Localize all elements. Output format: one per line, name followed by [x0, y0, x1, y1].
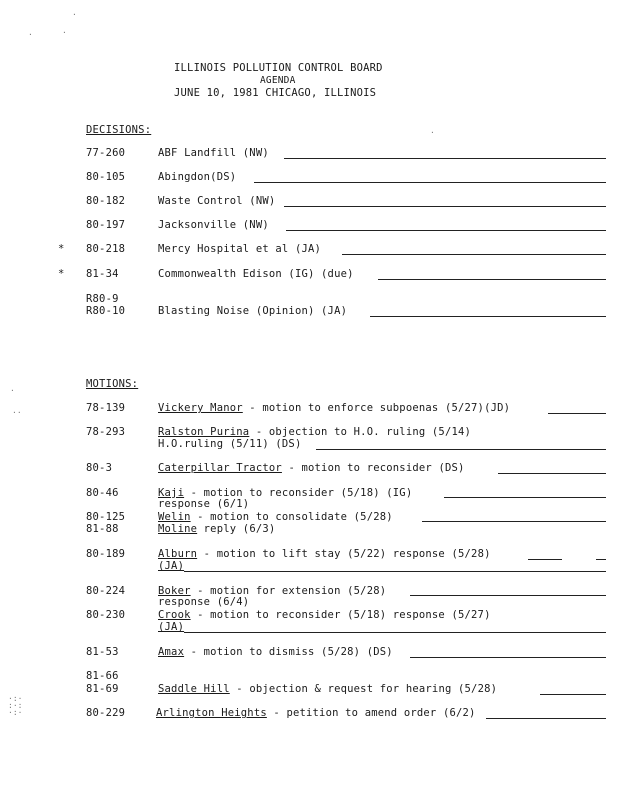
- decision-number: 80-218: [86, 243, 126, 255]
- motion-number: 81-53: [86, 646, 119, 658]
- signature-line: [422, 521, 606, 522]
- signature-line: [184, 571, 606, 572]
- signature-line: [548, 413, 606, 414]
- scan-speck: ·:· :·: ·:·: [8, 694, 23, 717]
- motion-text: [158, 462, 465, 474]
- motion-party: Amax: [158, 646, 185, 658]
- priority-star: *: [58, 268, 65, 280]
- motion-detail-line2: (JA): [158, 621, 185, 633]
- motions-heading: MOTIONS:: [86, 378, 139, 390]
- signature-line: [316, 449, 606, 450]
- signature-line: [378, 279, 606, 280]
- decision-text: Jacksonville (NW): [158, 219, 269, 231]
- motion-detail: - petition to amend order (6/2): [266, 707, 476, 719]
- motion-detail: - motion for extension (5/28): [190, 585, 387, 597]
- decision-text: Abingdon(DS): [158, 171, 237, 183]
- motion-text: [158, 426, 471, 438]
- decision-text: Commonwealth Edison (IG) (due): [158, 268, 354, 280]
- motion-detail: reply (6/3): [197, 523, 276, 535]
- motion-detail: - motion to reconsider (5/18) (IG): [184, 487, 413, 499]
- motion-detail-line2: H.O.ruling (5/11) (DS): [158, 438, 302, 450]
- motion-text: [158, 646, 393, 658]
- motion-detail: - motion to dismiss (5/28) (DS): [184, 646, 393, 658]
- priority-star: *: [58, 243, 65, 255]
- motion-party: Moline: [158, 523, 198, 535]
- signature-line: [370, 316, 606, 317]
- signature-line: [284, 158, 606, 159]
- motion-party: Alburn: [158, 548, 198, 560]
- scan-speck: ·: [62, 28, 67, 37]
- motion-party: Saddle Hill: [158, 683, 230, 695]
- decision-number: 80-197: [86, 219, 126, 231]
- motion-detail: - motion to reconsider (DS): [281, 462, 465, 474]
- motion-number: 80-229: [86, 707, 126, 719]
- decision-number: R80-9: [86, 293, 119, 305]
- motion-text: [158, 683, 497, 695]
- motion-number: 80-224: [86, 585, 126, 597]
- motion-number: 78-139: [86, 402, 126, 414]
- scan-speck: ··: [12, 408, 22, 417]
- decision-text: Mercy Hospital et al (JA): [158, 243, 322, 255]
- motion-party: Arlington Heights: [156, 707, 267, 719]
- motion-number: 81-66: [86, 670, 119, 682]
- motion-number: 80-189: [86, 548, 126, 560]
- motion-detail: - motion to reconsider (5/18) response (5/27): [190, 609, 491, 621]
- motion-text: [158, 609, 491, 621]
- decision-number: 80-182: [86, 195, 126, 207]
- motion-party: Welin: [158, 511, 191, 523]
- motion-detail: - motion to consolidate (5/28): [190, 511, 393, 523]
- scan-speck: ·: [430, 128, 435, 137]
- signature-line: [498, 473, 606, 474]
- signature-line: [410, 595, 606, 596]
- signature-line: [540, 694, 606, 695]
- motion-party: Ralston Purina: [158, 426, 250, 438]
- decision-number: 81-34: [86, 268, 119, 280]
- signature-line: [486, 718, 606, 719]
- scan-speck: ·: [28, 30, 33, 39]
- motion-party: Caterpillar Tractor: [158, 462, 282, 474]
- motion-text: [158, 523, 275, 535]
- signature-line: [284, 206, 606, 207]
- motion-party: Vickery Manor: [158, 402, 243, 414]
- motion-number: 80-230: [86, 609, 126, 621]
- header-subtitle: AGENDA: [260, 75, 296, 86]
- decisions-heading: DECISIONS:: [86, 124, 152, 136]
- motion-number: 81-69: [86, 683, 119, 695]
- scan-speck: ·: [10, 386, 15, 395]
- decision-number: R80-10: [86, 305, 126, 317]
- signature-line: [596, 559, 606, 560]
- motion-detail: - motion to lift stay (5/22) response (5/28): [197, 548, 491, 560]
- motion-party: Kaji: [158, 487, 185, 499]
- signature-line: [254, 182, 606, 183]
- motion-party: Crook: [158, 609, 191, 621]
- signature-line: [410, 657, 606, 658]
- signature-line: [528, 559, 562, 560]
- decision-number: 80-105: [86, 171, 126, 183]
- signature-line: [184, 632, 606, 633]
- motion-number: 81-88: [86, 523, 119, 535]
- decision-text: Waste Control (NW): [158, 195, 276, 207]
- motion-party: Boker: [158, 585, 191, 597]
- signature-line: [444, 497, 606, 498]
- motion-detail: - motion to enforce subpoenas (5/27)(JD): [242, 402, 511, 414]
- motion-text: [156, 707, 476, 719]
- motion-text: [158, 511, 393, 523]
- decision-text: ABF Landfill (NW): [158, 147, 269, 159]
- motion-number: 80-3: [86, 462, 113, 474]
- motion-detail: - objection to H.O. ruling (5/14): [249, 426, 472, 438]
- motion-number: 80-46: [86, 487, 119, 499]
- decision-number: 77-260: [86, 147, 126, 159]
- motion-number: 80-125: [86, 511, 126, 523]
- motion-number: 78-293: [86, 426, 126, 438]
- motion-detail-line2: response (6/1): [158, 498, 250, 510]
- signature-line: [286, 230, 606, 231]
- header-date: JUNE 10, 1981 CHICAGO, ILLINOIS: [174, 87, 377, 99]
- decision-text: Blasting Noise (Opinion) (JA): [158, 305, 348, 317]
- motion-detail-line2: response (6/4): [158, 596, 250, 608]
- motion-text: [158, 402, 510, 414]
- motion-text: [158, 548, 491, 560]
- scan-speck: ·: [72, 10, 77, 19]
- motion-detail: - objection & request for hearing (5/28): [229, 683, 498, 695]
- motion-detail-line2: (JA): [158, 560, 185, 572]
- signature-line: [342, 254, 606, 255]
- header-title: ILLINOIS POLLUTION CONTROL BOARD: [174, 62, 383, 74]
